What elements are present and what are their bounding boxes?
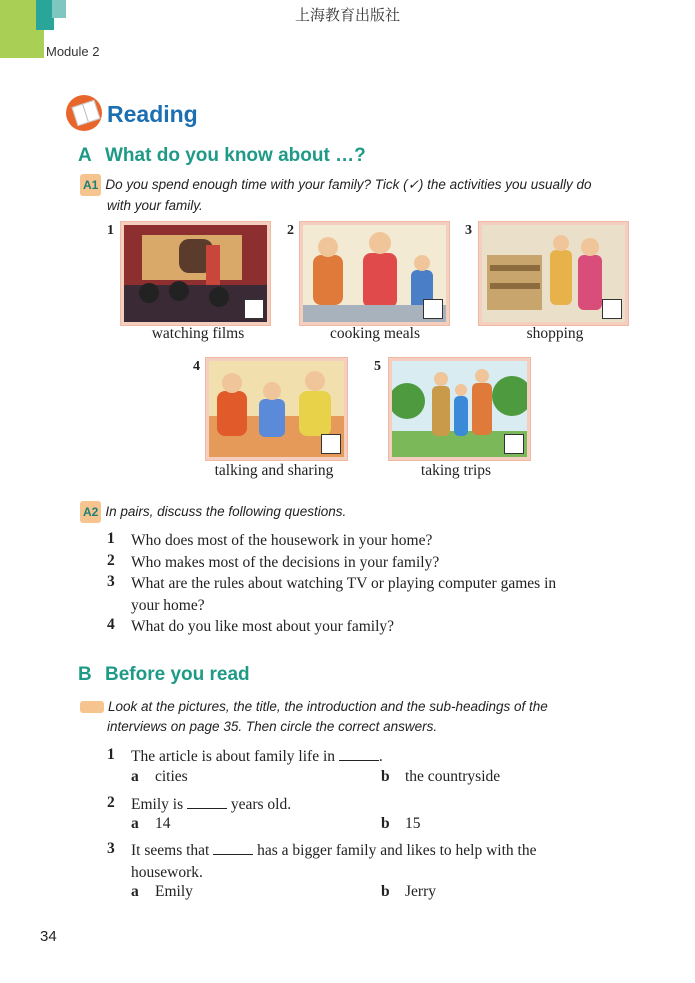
picture-taking-trips <box>389 358 530 460</box>
tick-box[interactable] <box>504 434 524 454</box>
answer-option-b[interactable]: b Jerry <box>381 883 436 900</box>
module-label: Module 2 <box>46 44 100 59</box>
a1-instruction: A1 Do you spend enough time with your family? Tick (✓) the activities you usually do with your family. <box>80 174 640 216</box>
answer-option-a[interactable]: a 14 <box>131 815 171 832</box>
picture-number: 5 <box>374 359 381 374</box>
answer-option-a[interactable]: a Emily <box>131 883 193 900</box>
answer-option-b[interactable]: b the countryside <box>381 768 501 785</box>
b-instruction: Look at the pictures, the title, the introduction and the sub-headings of the interviews on page 35. Then circle the correct answers. <box>80 697 640 737</box>
section-a-heading <box>78 145 366 167</box>
reading-title: Reading <box>107 101 198 127</box>
picture-cooking-meals <box>300 222 449 325</box>
picture-shopping <box>479 222 628 325</box>
exercise-tag: A1 <box>80 174 101 196</box>
answer-blank <box>213 842 253 855</box>
section-title: What do you know about …? <box>105 145 366 166</box>
picture-number: 1 <box>107 223 114 238</box>
picture-number: 3 <box>465 223 472 238</box>
section-title: Before you read <box>105 664 250 685</box>
answer-option-b[interactable]: b 15 <box>381 815 421 832</box>
publisher-name: 上海教育出版社 <box>294 6 400 24</box>
tick-box[interactable] <box>423 299 443 319</box>
answer-option-a[interactable]: a cities <box>131 768 188 785</box>
page-number: 34 <box>40 928 57 945</box>
activity-caption: watching films <box>151 325 245 342</box>
activity-caption: talking and sharing <box>214 462 334 479</box>
activity-caption: cooking meals <box>330 325 420 342</box>
section-b-heading <box>78 664 250 686</box>
picture-number: 4 <box>193 359 200 374</box>
tick-box[interactable] <box>602 299 622 319</box>
answer-blank <box>187 796 227 809</box>
activity-caption: taking trips <box>420 462 492 479</box>
book-icon <box>66 95 102 131</box>
activity-caption: shopping <box>526 325 584 342</box>
picture-number: 2 <box>287 223 294 238</box>
section-letter: A <box>78 145 92 166</box>
answer-blank <box>339 748 379 761</box>
a2-instruction: A2 In pairs, discuss the following questions. <box>80 501 346 523</box>
exercise-tag: A2 <box>80 501 101 523</box>
tick-box[interactable] <box>321 434 341 454</box>
section-letter: B <box>78 664 92 685</box>
picture-talking-and-sharing <box>206 358 347 460</box>
tick-box[interactable] <box>244 299 264 319</box>
exercise-tag <box>80 701 104 713</box>
picture-watching-films <box>121 222 270 325</box>
